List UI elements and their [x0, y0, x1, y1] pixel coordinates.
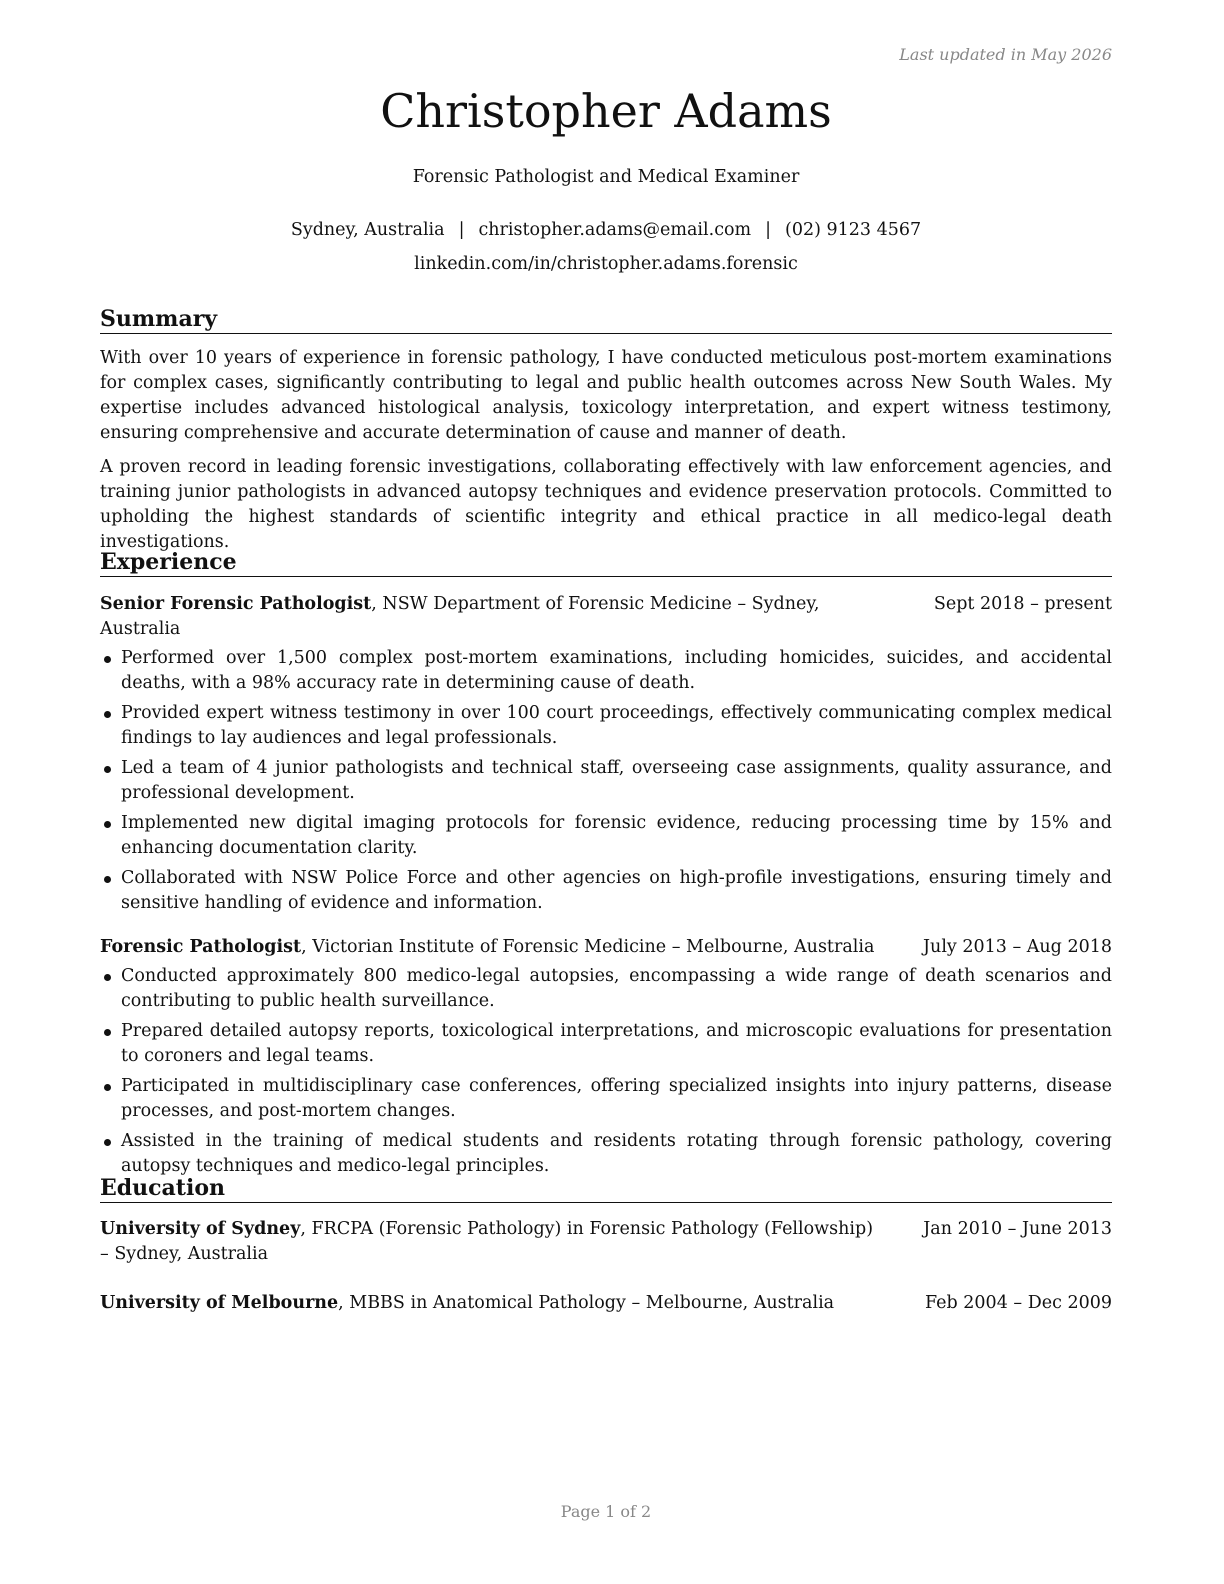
education-dates: Feb 2004 – Dec 2009: [924, 1293, 1112, 1314]
education-dates: Jan 2010 – June 2013: [923, 1219, 1112, 1240]
candidate-name: Christopher Adams: [380, 84, 832, 138]
job-bullet: Led a team of 4 junior pathologists and technical staff, overseeing case assignments, quality assurance, and professional development.: [100, 756, 1112, 806]
job-header: [100, 935, 1112, 960]
experience-section: [100, 549, 1112, 1184]
education-detail: , FRCPA (Forensic Pathology) in Forensic Pathology (Fellowship) – Sydney, Australia: [100, 1219, 874, 1265]
candidate-tagline: Forensic Pathologist and Medical Examiner: [412, 167, 800, 187]
summary-paragraph: A proven record in leading forensic investigations, collaborating effectively with law enforcement agencies, and training junior pathologists in advanced autopsy techniques and evidence preservation protocols. Committed to upholding the highest standards of scientific integrity and ethical practice in all medico-legal death investigations.: [100, 457, 1112, 553]
job-bullet: Prepared detailed autopsy reports, toxicological interpretations, and microscopic evaluations for presentation to coroners and legal teams.: [100, 1019, 1112, 1069]
contact-location: Sydney, Australia: [290, 220, 445, 240]
contact-phone: (02) 9123 4567: [785, 220, 922, 240]
job-bullet: Implemented new digital imaging protocols for forensic evidence, reducing processing time by 15% and enhancing documentation clarity.: [100, 811, 1112, 861]
education-school: University of Melbourne: [100, 1293, 339, 1314]
job-entry: [100, 592, 1112, 916]
job-bullet: Collaborated with NSW Police Force and other agencies on high-profile investigations, ensuring timely and sensitive handling of evidence and information.: [100, 866, 1112, 916]
education-heading: Education: [100, 1175, 1112, 1203]
contact-line: [100, 220, 1112, 240]
job-dates: July 2013 – Aug 2018: [923, 937, 1112, 958]
job-bullet: Performed over 1,500 complex post-mortem examinations, including homicides, suicides, and accidental deaths, with a 98% accuracy rate in determining cause of death.: [100, 646, 1112, 696]
education-entry: [100, 1217, 1112, 1267]
contact-separator: |: [765, 220, 772, 240]
contact-email[interactable]: christopher.adams@email.com: [478, 220, 752, 240]
page-number: Page 1 of 2: [560, 1502, 652, 1521]
job-role: Forensic Pathologist: [100, 937, 302, 958]
job-entry: [100, 935, 1112, 1179]
job-header: [100, 592, 1112, 642]
contact-separator: |: [458, 220, 465, 240]
experience-heading: Experience: [100, 549, 1112, 577]
job-bullets: [100, 964, 1112, 1179]
job-bullet: Conducted approximately 800 medico-legal autopsies, encompassing a wide range of death scenarios and contributing to public health surveillance.: [100, 964, 1112, 1014]
summary-paragraph: With over 10 years of experience in forensic pathology, I have conducted meticulous post-mortem examinations for complex cases, significantly contributing to legal and public health outcomes across New South Wales. My expertise includes advanced histological analysis, toxicology interpretation, and expert witness testimony, ensuring comprehensive and accurate determination of cause and manner of death.: [100, 348, 1112, 444]
education-entry: [100, 1291, 1112, 1316]
job-bullets: [100, 646, 1112, 916]
job-role: Senior Forensic Pathologist: [100, 594, 372, 615]
education-detail: , MBBS in Anatomical Pathology – Melbourne, Australia: [338, 1293, 835, 1314]
job-organization: , Victorian Institute of Forensic Medicine – Melbourne, Australia: [301, 937, 875, 958]
job-organization: , NSW Department of Forensic Medicine – Sydney, Australia: [100, 594, 820, 640]
resume-page: [100, 0, 1112, 1584]
job-bullet: Participated in multidisciplinary case conferences, offering specialized insights into injury patterns, disease processes, and post-mortem changes.: [100, 1074, 1112, 1124]
summary-heading: Summary: [100, 306, 1112, 334]
education-section: [100, 1175, 1112, 1316]
job-dates: Sept 2018 – present: [933, 594, 1112, 615]
last-updated: Last updated in May 2026: [899, 45, 1112, 64]
contact-linkedin[interactable]: linkedin.com/in/christopher.adams.forensic: [414, 254, 798, 274]
summary-section: [100, 306, 1112, 555]
education-school: University of Sydney: [100, 1219, 301, 1240]
job-bullet: Assisted in the training of medical students and residents rotating through forensic pathology, covering autopsy techniques and medico-legal principles.: [100, 1129, 1112, 1179]
job-bullet: Provided expert witness testimony in over 100 court proceedings, effectively communicating complex medical findings to lay audiences and legal professionals.: [100, 701, 1112, 751]
